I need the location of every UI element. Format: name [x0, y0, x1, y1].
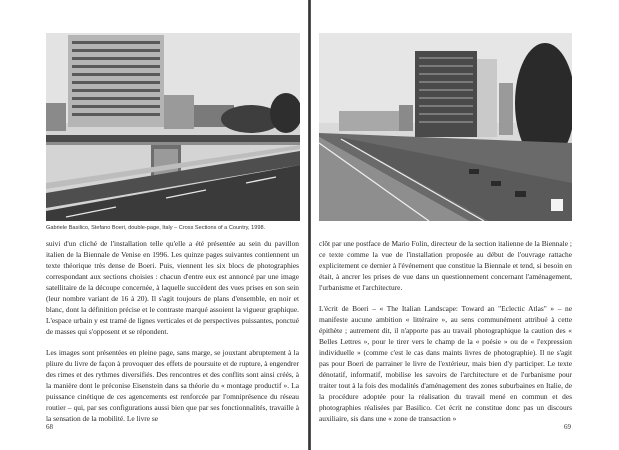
right-paragraph-2: L'écrit de Boeri – « The Italian Landscape: Toward an "Eclectic Atlas" » – ne manifeste aucune ambition « littéraire », au sens communément attribué à cette épithète ; autrement dit, il n'apporte pas au travail photographique la caution des « Belles Lettres », pour le tirer vers le champ de la « poésie » ou de « l'expression individuelle » (comme c'est le cas dans maints livres de photographie). Il ne s'agit pas pour Boeri de parrainer le livre de l'extérieur, mais bien d'y participer. Le texte dénotatif, informatif, mobilise les savoirs de l'architecture et de l'urbanisme pour traiter tout à la fois des modalités d'aménagement des zones suburbaines en Italie, de la procédure adoptée pour la réalisation du travail mené en commun et des photographies réalisées par Basilico. Cet écrit ne constitue donc pas un discours auxiliaire, sis dans une « zone de transaction »: [319, 304, 572, 423]
book-gutter: [308, 0, 311, 450]
photo-highway-left-image: [46, 33, 300, 221]
left-text-column: [46, 238, 299, 434]
left-paragraph-2: Les images sont présentées en pleine page, sans marge, se jouxtant abruptement à la pliure du livre de façon à provoquer des effets de poursuite et de rupture, à engendrer des rimes et des rythmes diversifiés. Des rencontres et des conflits sont ainsi créés, à la manière dont le préconise Eisenstein dans sa théorie du « montage productif ». La puissance cinétique de ces agencements est renforcée par l'omniprésence du réseau routier – qui, par ses configurations aussi bien que par ses fonctionnalités, travaille à la sensation de la mobilité. Le livre se: [46, 348, 299, 423]
left-paragraph-1: suivi d'un cliché de l'installation telle qu'elle a été présentée au sein du pavillon italien de la Biennale de Venise en 1996. Les quinze pages suivantes contiennent un texte théorique très dense de Boeri. Puis, viennent les six blocs de photographies correspondant aux sections choisies : chacun d'entre eux est annoncé par une image satellitaire de la découpe concernée, à laquelle succèdent des vues prises en son sein (leur nombre variant de 16 à 20). Il s'agit toujours de plans d'ensemble, en noir et blanc, dont la définition précise et le contraste marqué assoient la vigueur graphique. L'espace urbain y est tramé de lignes verticales et de perspectives puissantes, ponctué de masses qui s'opposent et se répondent.: [46, 239, 299, 336]
photo-highway-right: [319, 33, 572, 221]
right-text-column: [319, 238, 572, 434]
photo-highway-left: [46, 33, 300, 221]
photo-highway-right-image: [319, 33, 572, 221]
page-number-left: 68: [46, 423, 53, 431]
right-paragraph-1: clôt par une postface de Mario Folin, directeur de la section italienne de la Biennale ; ce texte comme la vue de l'installation proposée au début de l'ouvrage rattache explicitement ce dernier à l'événement que constitue la Biennale et tend, si besoin en était, à ancrer les prises de vue dans un questionnement concernant l'aménagement, l'urbanisme et l'architecture.: [319, 239, 572, 292]
page-number-right: 69: [564, 423, 571, 431]
photo-caption: Gabriele Basilico, Stefano Boeri, double-page, Italy – Cross Sections of a Country, 1998.: [46, 225, 266, 231]
